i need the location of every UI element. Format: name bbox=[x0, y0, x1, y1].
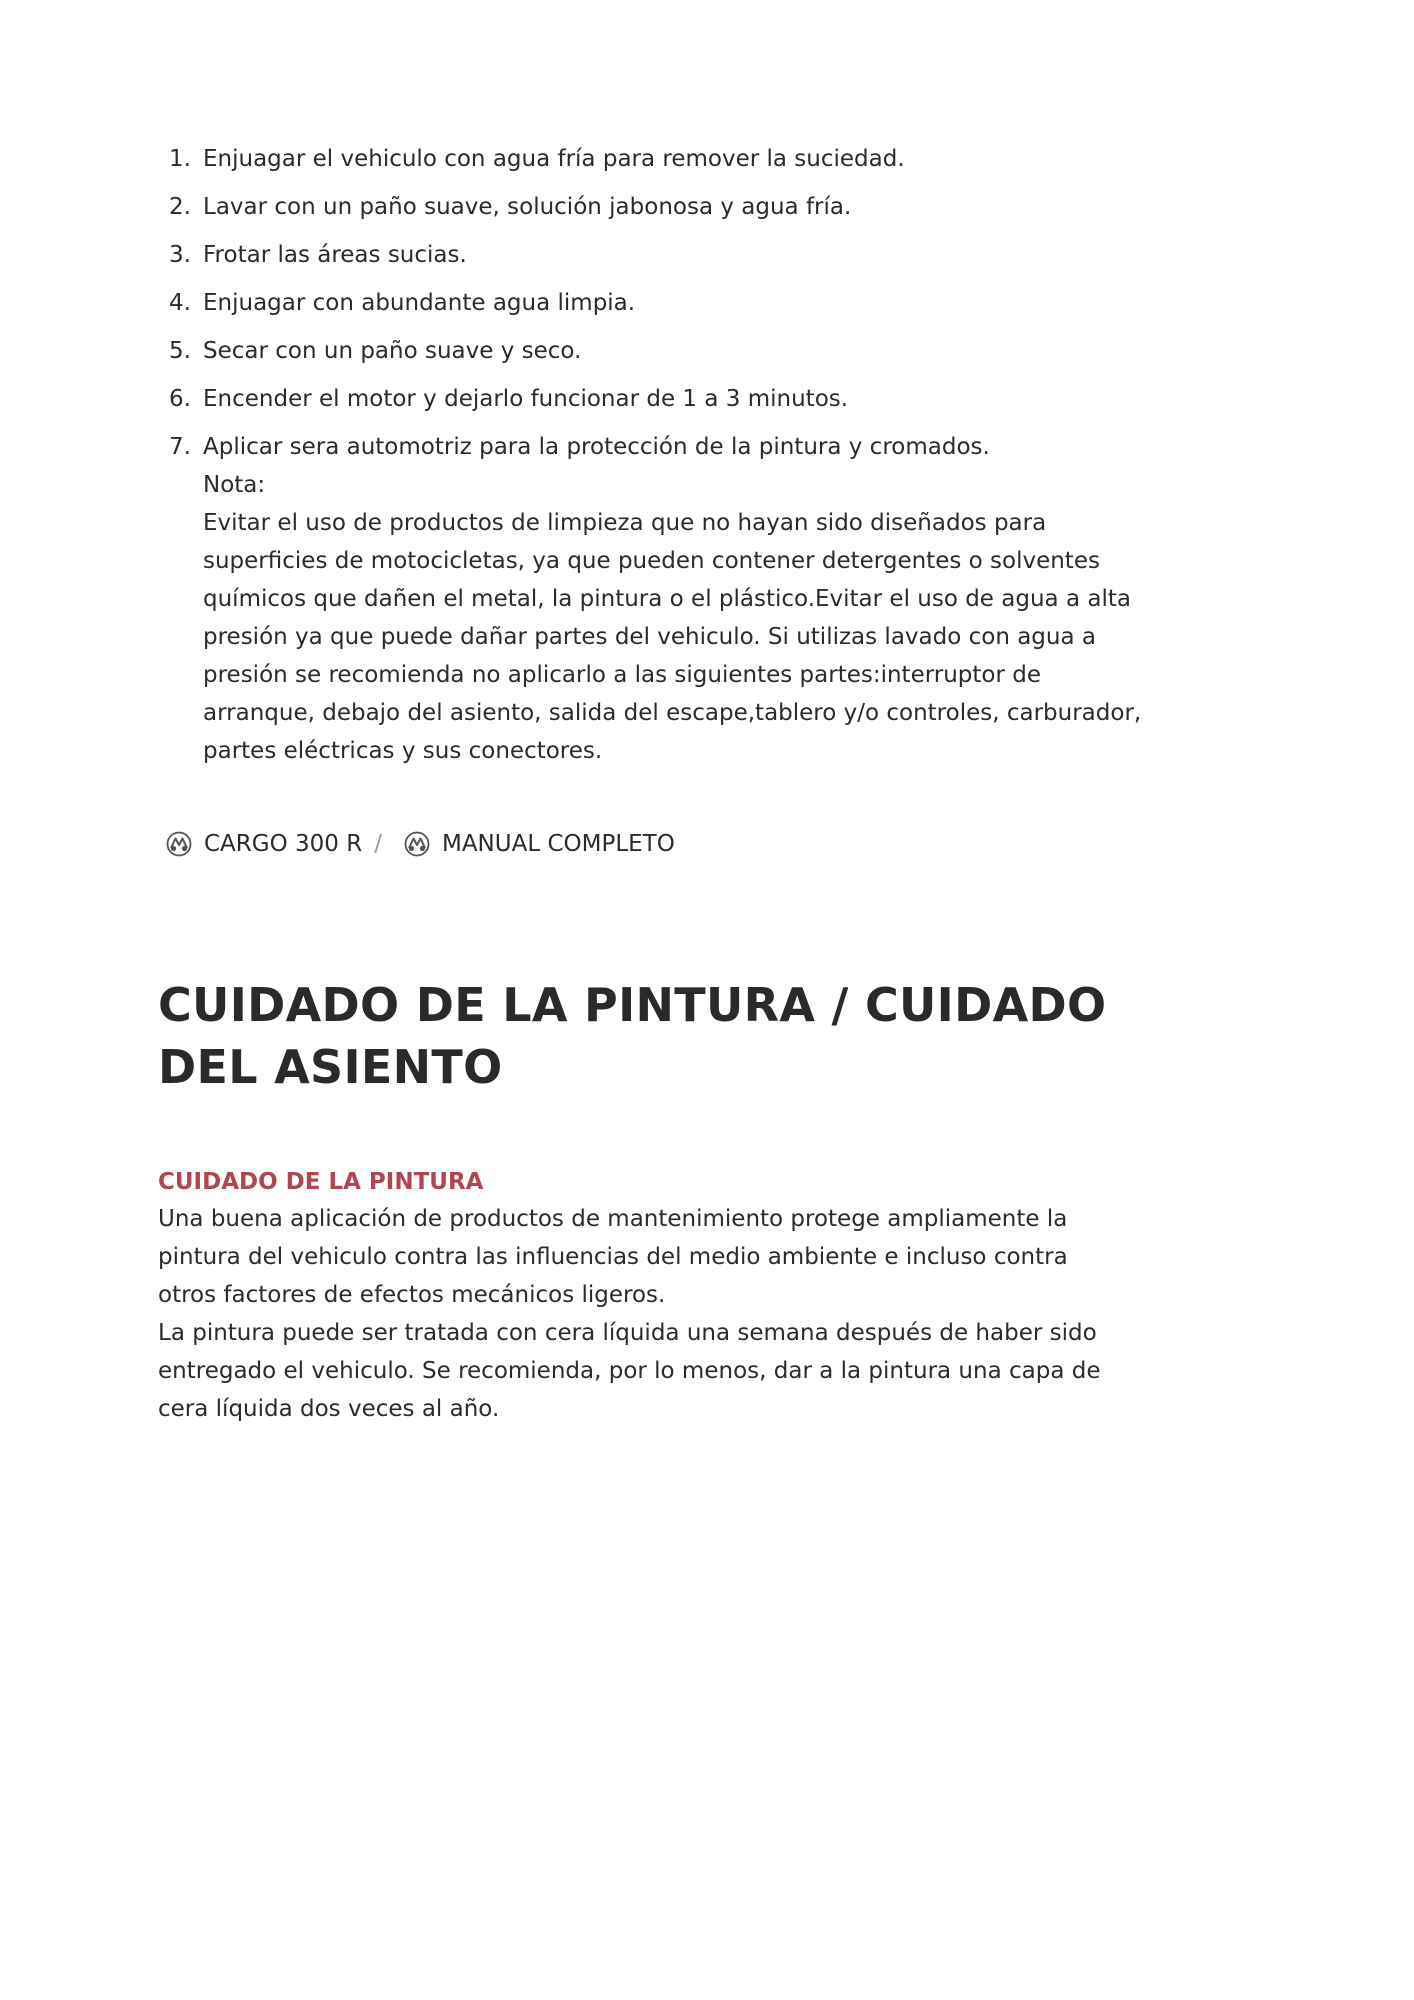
step-number: 6. bbox=[169, 386, 191, 412]
washing-steps-list bbox=[160, 140, 1150, 780]
step-text: Encender el motor y dejarlo funcionar de 1 a 3 minutos. bbox=[203, 386, 849, 412]
breadcrumb-link-manual-completo[interactable] bbox=[404, 828, 675, 860]
breadcrumb-label: MANUAL COMPLETO bbox=[441, 831, 675, 857]
breadcrumb-label: CARGO 300 R bbox=[204, 831, 363, 857]
page-title: CUIDADO DE LA PINTURA / CUIDADO DEL ASIENTO bbox=[158, 978, 1107, 1094]
breadcrumb bbox=[166, 828, 675, 860]
step-text: Enjuagar con abundante agua limpia. bbox=[203, 290, 636, 316]
step-body bbox=[203, 428, 1150, 770]
step-text: Frotar las áreas sucias. bbox=[203, 242, 467, 268]
paragraph: La pintura puede ser tratada con cera líquida una semana después de haber sido entregado el vehiculo. Se recomienda, por lo menos, dar a la pintura una capa de cera líquida dos veces al año. bbox=[158, 1320, 1101, 1422]
list-item bbox=[160, 380, 1150, 418]
paragraph: Una buena aplicación de productos de mantenimiento protege ampliamente la pintura del vehiculo contra las influencias del medio ambiente e incluso contra otros factores de efectos mecánicos ligeros. bbox=[158, 1206, 1068, 1308]
step-text: Aplicar sera automotriz para la protección de la pintura y cromados. bbox=[203, 434, 990, 460]
motorcycle-brand-icon bbox=[166, 831, 192, 857]
step-text: Lavar con un paño suave, solución jabonosa y agua fría. bbox=[203, 194, 852, 220]
breadcrumb-separator: / bbox=[374, 831, 382, 857]
breadcrumb-link-cargo-300-r[interactable] bbox=[166, 828, 362, 860]
step-text: Enjuagar el vehiculo con agua fría para remover la suciedad. bbox=[203, 146, 905, 172]
list-item bbox=[160, 236, 1150, 274]
note-label: Nota: bbox=[203, 472, 266, 498]
step-number: 2. bbox=[169, 194, 191, 220]
list-item bbox=[160, 428, 1150, 770]
step-number: 1. bbox=[169, 146, 191, 172]
step-number: 7. bbox=[169, 434, 191, 460]
note-text: Evitar el uso de productos de limpieza que no hayan sido diseñados para superficies de motocicletas, ya que pueden contener detergentes o solventes químicos que dañen el metal, la pintura o el plástico.Evitar el uso de agua a alta presión ya que puede dañar partes del vehiculo. Si utilizas lavado con agua a presión se recomienda no aplicarlo a las siguientes partes:interruptor de arranque, debajo del asiento, salida del escape,tablero y/o controles, carburador, partes eléctricas y sus conectores. bbox=[203, 510, 1142, 764]
step-number: 5. bbox=[169, 338, 191, 364]
list-item bbox=[160, 332, 1150, 370]
step-number: 3. bbox=[169, 242, 191, 268]
step-number: 4. bbox=[169, 290, 191, 316]
section-heading: CUIDADO DE LA PINTURA bbox=[158, 1169, 484, 1195]
motorcycle-brand-icon bbox=[404, 831, 430, 857]
section-body bbox=[158, 1200, 1118, 1428]
list-item bbox=[160, 284, 1150, 322]
step-text: Secar con un paño suave y seco. bbox=[203, 338, 582, 364]
list-item bbox=[160, 188, 1150, 226]
list-item bbox=[160, 140, 1150, 178]
